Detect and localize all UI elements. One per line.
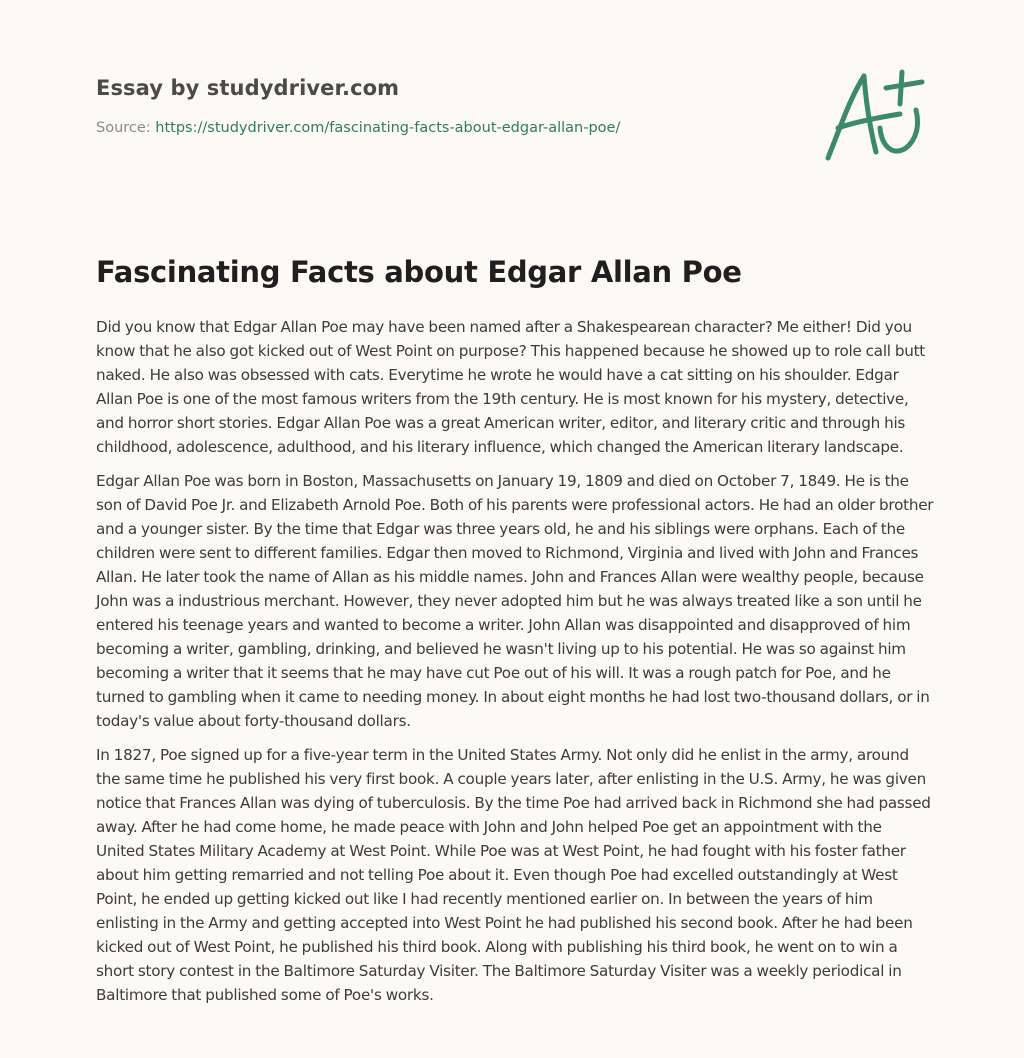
source-link[interactable]: https://studydriver.com/fascinating-facts-about-edgar-allan-poe/ [155,120,621,136]
paragraph-2: Edgar Allan Poe was born in Boston, Massachusetts on January 19, 1809 and died on October 7, 1849. He is the son of David Poe Jr. and Elizabeth Arnold Poe. Both of his parents were professional actors. He had an older brother and a younger sister. By the time that Edgar was three years old, he and his siblings were orphans. Each of the children were sent to different families. Edgar then moved to Richmond, Virginia and lived with John and Frances Allan. He later took the name of Allan as his middle names. John and Frances Allan were wealthy people, because John was a industrious merchant. However, they never adopted him but he was always treated like a son until he entered his teenage years and wanted to become a writer. John Allan was disappointed and disapproved of him becoming a writer, gambling, drinking, and believed he wasn't living up to his potential. He was so against him becoming a writer that it seems that he may have cut Poe out of his will. It was a rough patch for Poe, and he turned to gambling when it came to needing money. In about eight months he had lost two-thousand dollars, or in today's value about forty-thousand dollars. [96,472,934,730]
paragraph-1: Did you know that Edgar Allan Poe may have been named after a Shakespearean character? Me either! Did you know that he also got kicked out of West Point on purpose? This happened because he showed up to role call butt naked. He also was obsessed with cats. Everytime he wrote he would have a cat sitting on his shoulder. Edgar Allan Poe is one of the most famous writers from the 19th century. He is most known for his mystery, detective, and horror short stories. Edgar Allan Poe was a great American writer, editor, and literary critic and through his childhood, adolescence, adulthood, and his literary influence, which changed the American literary landscape. [96,318,926,456]
paragraph-3: In 1827, Poe signed up for a five-year term in the United States Army. Not only did he enlist in the army, around the same time he published his very first book. A couple years later, after enlisting in the U.S. Army, he was given notice that Frances Allan was dying of tuberculosis. By the time Poe had arrived back in Richmond she had passed away. After he had come home, he made peace with John and John helped Poe get an appointment with the United States Military Academy at West Point. While Poe was at West Point, he had fought with his foster father about him getting remarried and not telling Poe about it. Even though Poe had excelled outstandingly at West Point, he ended up getting kicked out like I had recently mentioned earlier on. In between the years of him enlisting in the Army and getting accepted into West Point he had published his second book. After he had been kicked out of West Point, he published his third book. Along with publishing his third book, he went on to win a short story contest in the Baltimore Saturday Visiter. The Baltimore Saturday Visiter was a weekly periodical in Baltimore that published some of Poe's works. [96,746,931,1004]
article-title: Fascinating Facts about Edgar Allan Poe [96,255,742,289]
site-brand: Essay by studydriver.com [96,76,400,100]
a-plus-logo-graphic [820,68,930,168]
a-plus-logo-icon [820,68,930,168]
essay-header [96,76,796,136]
article-body [96,315,934,1017]
source-line [96,120,796,136]
source-label: Source: [96,120,156,136]
